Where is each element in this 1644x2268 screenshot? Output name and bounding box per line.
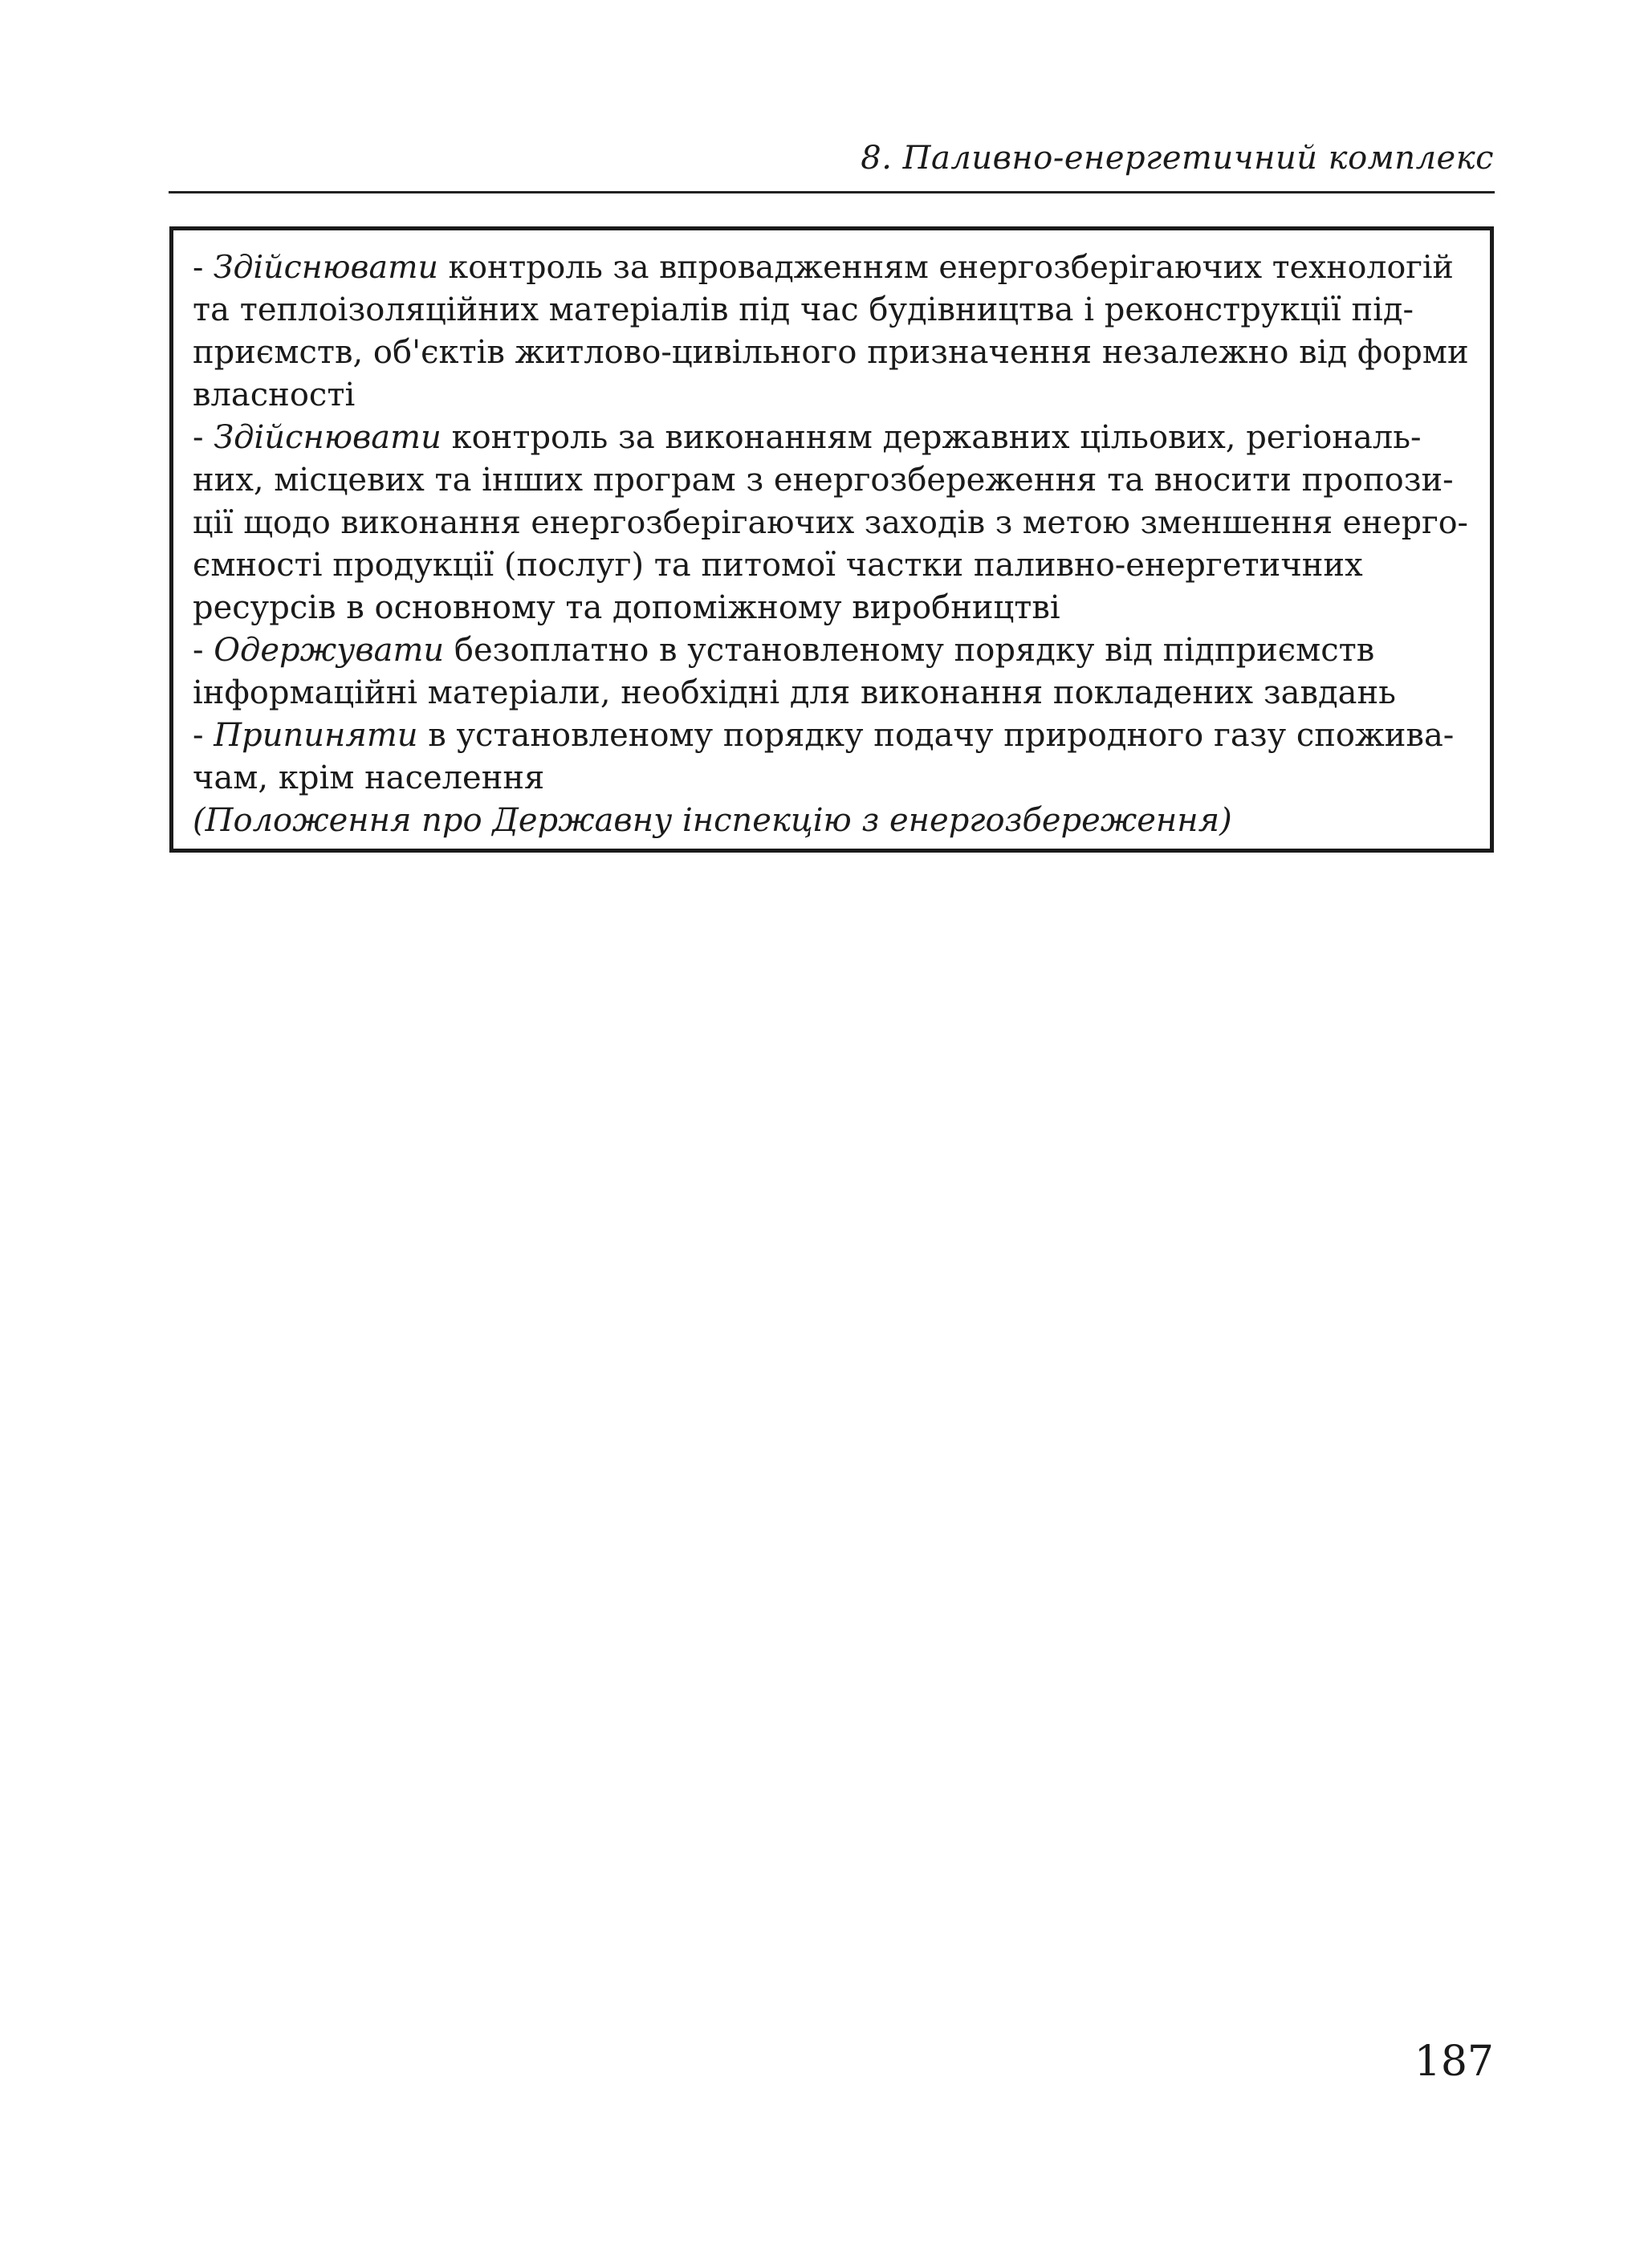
line-text: в установленому порядку подачу природного газу спожива-	[428, 717, 1455, 754]
box-line: ції щодо виконання енергозберігаючих заходів з метою зменшення енерго-	[193, 504, 1468, 541]
italic-verb: Здійснювати	[213, 249, 438, 286]
source-citation: (Положення про Державну інспекцію з енергозбереження)	[193, 802, 1232, 839]
box-line	[193, 417, 1469, 459]
line-text: контроль за виконанням державних цільових, регіональ-	[451, 419, 1422, 456]
italic-verb: Одержувати	[214, 632, 445, 669]
bullet-dash: -	[193, 249, 214, 286]
box-line: них, місцевих та інших програм з енергозбереження та вносити пропози-	[193, 462, 1454, 499]
line-text: контроль за впровадженням енергозберігаючих технологій	[448, 249, 1454, 286]
box-line: інформаційні матеріали, необхідні для виконання покладених завдань	[193, 674, 1396, 711]
bullet-dash: -	[193, 717, 214, 754]
box-line: ресурсів в основному та допоміжному виробництві	[193, 589, 1060, 626]
box-line	[193, 629, 1469, 672]
box-line: та теплоізоляційних матеріалів під час будівництва і реконструкції під-	[193, 291, 1414, 328]
box-line: власності	[193, 377, 356, 413]
bullet-dash: -	[193, 419, 214, 456]
box-line	[193, 246, 1469, 289]
framed-text-box	[169, 226, 1494, 853]
italic-verb: Здійснювати	[214, 419, 442, 456]
header-divider	[169, 191, 1495, 193]
line-text: безоплатно в установленому порядку від підприємств	[454, 632, 1375, 669]
box-line	[193, 715, 1469, 757]
box-line: приємств, об'єктів житлово-цивільного призначення незалежно від форми	[193, 334, 1469, 371]
italic-verb: Припиняти	[214, 717, 418, 754]
box-line: ємності продукції (послуг) та питомої частки паливно-енергетичних	[193, 547, 1363, 584]
page-number: 187	[1414, 2038, 1494, 2086]
bullet-dash: -	[193, 632, 214, 669]
running-header-title: 8. Паливно-енергетичний комплекс	[861, 140, 1494, 177]
box-line: чам, крім населення	[193, 759, 545, 796]
